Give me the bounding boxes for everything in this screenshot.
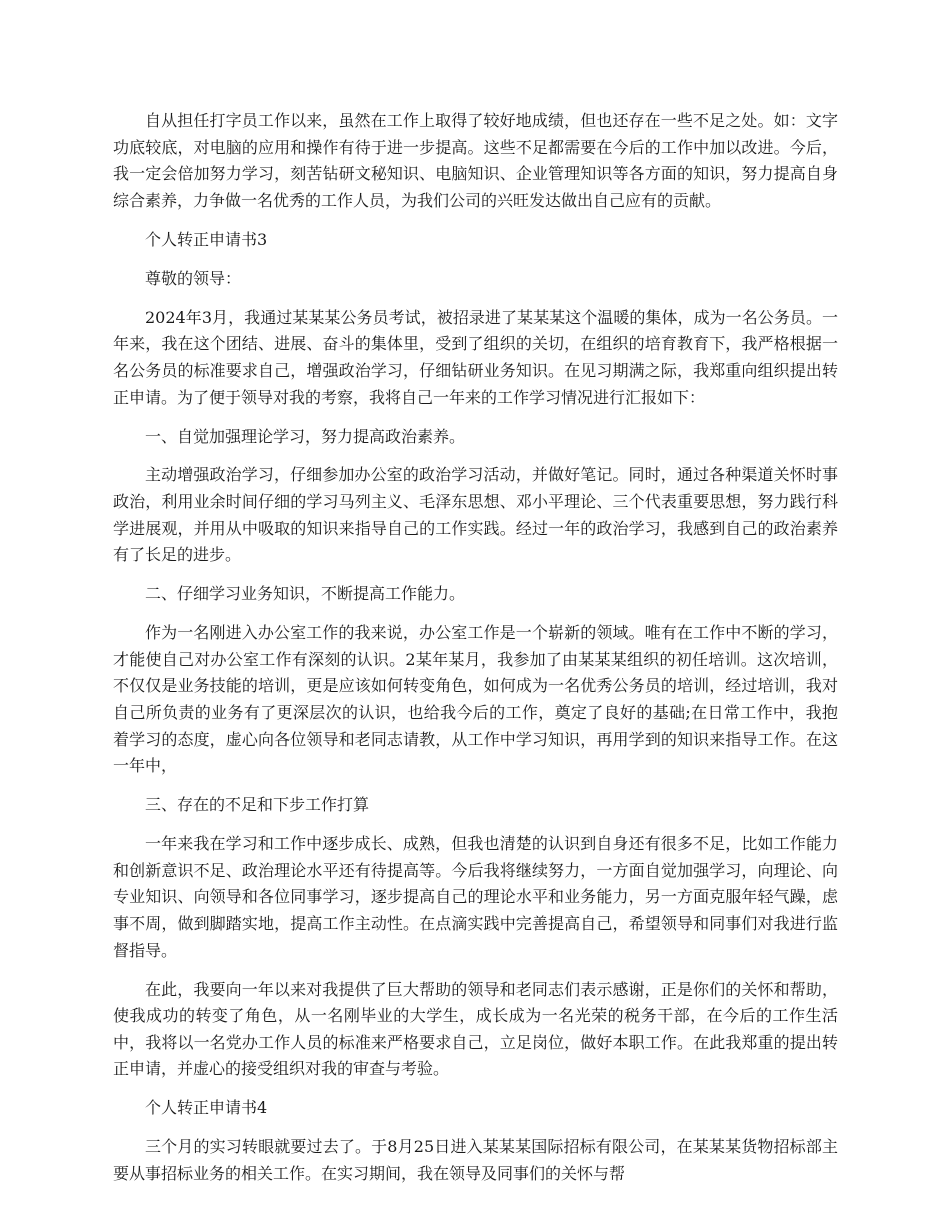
paragraph-thanks: 在此，我要向一年以来对我提供了巨大帮助的领导和老同志们表示感谢，正是你们的关怀和帮助，使我成功的转变了角色，从一名刚毕业的大学生，成长成为一名光荣的税务干部，在今后的工作生活中，我将以一名党办工作人员的标准来严格要求自己，立足岗位，做好本职工作。在此我郑重的提出转正申请，并虚心的接受组织对我的审查与考验。: [113, 979, 838, 1079]
section-heading-application-4: 个人转正申请书4: [145, 1098, 268, 1118]
subheading-shortcomings-plans: 三、存在的不足和下步工作打算: [145, 795, 370, 815]
paragraph-introduction: 2024年3月，我通过某某某公务员考试，被招录进了某某某这个温暖的集体，成为一名公务员。一年来，我在这个团结、进展、奋斗的集体里，受到了组织的关切，在组织的培育教育下，我严格根据一名公务员的标准要求自己，增强政治学习，仔细钻研业务知识。在见习期满之际，我郑重向组织提出转正申请。为了便于领导对我的考察，我将自己一年来的工作学习情况进行汇报如下：: [113, 307, 838, 407]
subheading-theory-study: 一、自觉加强理论学习，努力提高政治素养。: [145, 426, 466, 446]
paragraph-business-study: 作为一名刚进入办公室工作的我来说，办公室工作是一个崭新的领域。唯有在工作中不断的学习，才能使自己对办公室工作有深刻的认识。2某年某月，我参加了由某某某组织的初任培训。这次培训，不仅仅是业务技能的培训，更是应该如何转变角色，如何成为一名优秀公务员的培训，经过培训，我对自己所负责的业务有了更深层次的认识，也给我今后的工作，奠定了良好的基础;在日常工作中，我抱着学习的态度，虚心向各位领导和老同志请教，从工作中学习知识，再用学到的知识来指导工作。在这一年中，: [113, 623, 838, 776]
salutation: 尊敬的领导：: [145, 268, 242, 288]
section-heading-application-3: 个人转正申请书3: [145, 229, 268, 249]
document-page: [113, 108, 838, 1200]
paragraph-political-study: 主动增强政治学习，仔细参加办公室的政治学习活动，并做好笔记。同时，通过各种渠道关怀时事政治，利用业余时间仔细的学习马列主义、毛泽东思想、邓小平理论、三个代表重要思想，努力践行科学进展观，并用从中吸取的知识来指导自己的工作实践。经过一年的政治学习，我感到自己的政治素养有了长足的进步。: [113, 465, 838, 565]
subheading-business-knowledge: 二、仔细学习业务知识，不断提高工作能力。: [145, 584, 466, 604]
paragraph-internship: 三个月的实习转眼就要过去了。于8月25日进入某某某国际招标有限公司，在某某某货物招标部主要从事招标业务的相关工作。在实习期间，我在领导及同事们的关怀与帮: [113, 1137, 838, 1183]
paragraph-shortcomings: 一年来我在学习和工作中逐步成长、成熟，但我也清楚的认识到自身还有很多不足，比如工作能力和创新意识不足、政治理论水平还有待提高等。今后我将继续努力，一方面自觉加强学习，向理论、向专业知识、向领导和各位同事学习，逐步提高自己的理论水平和业务能力，另一方面克服年轻气躁，虑事不周，做到脚踏实地，提高工作主动性。在点滴实践中完善提高自己，希望领导和同事们对我进行监督指导。: [113, 834, 838, 960]
paragraph-closing-summary: 自从担任打字员工作以来，虽然在工作上取得了较好地成绩，但也还存在一些不足之处。如：文字功底较底，对电脑的应用和操作有待于进一步提高。这些不足都需要在今后的工作中加以改进。今后，我一定会倍加努力学习，刻苦钻研文秘知识、电脑知识、企业管理知识等各方面的知识，努力提高自身综合素养，力争做一名优秀的工作人员，为我们公司的兴旺发达做出自己应有的贡献。: [113, 111, 838, 210]
